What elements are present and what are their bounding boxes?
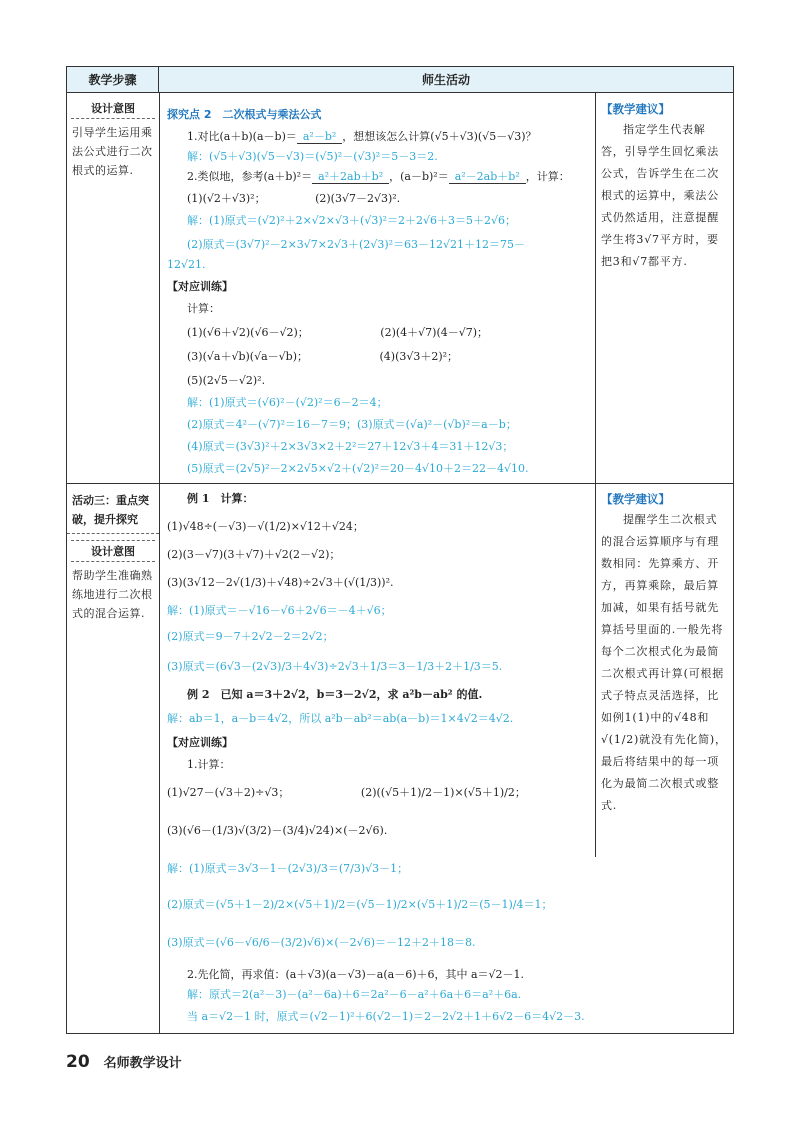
s2-line-2: (2)(3－√7)(3＋√7)＋√2(2－√2)； (167, 548, 341, 561)
s2-training-6: 2.先化简，再求值：(a＋√3)(a－√3)－a(a－6)＋6，其中 a＝√2－1. (187, 968, 525, 981)
section1-intent-text (67, 119, 159, 180)
s1-line-2: 2.类似地，参考(a＋b)²＝ a²＋2ab＋b² ，(a－b)²＝ a²－2ab＋b² ，计算： (187, 170, 570, 183)
intent-line: 引导学生运用乘 (72, 126, 153, 139)
section1-main (159, 93, 595, 483)
s1-line-0: 1.对比(a＋b)(a－b)＝ a²－b² ，想想该怎么计算(√5＋√3)(√5－√3)？ (187, 130, 537, 143)
book-title: 名师教学设计 (103, 1056, 182, 1071)
s2-line-7: 例 2 已知 a＝3＋2√2，b＝3－2√2，求 a²b－ab² 的值. (187, 688, 483, 701)
s1-line-3: (1)(√2＋√3)²； (2)(3√7－2√3)². (187, 192, 401, 205)
s1-line-4: 解：(1)原式＝(√2)²＋2×√2×√3＋(√3)²＝2＋2√6＋3＝5＋2√6； (187, 214, 517, 227)
lesson-table (66, 66, 734, 1034)
s1-training-title: 【对应训练】 (167, 280, 233, 293)
s1-line-6: 12√21. (167, 258, 206, 271)
section2-intent-title: 设计意图 (71, 540, 155, 562)
intent-line: 练地进行二次根 (72, 588, 153, 601)
s2-training-4: (2)原式＝(√5＋1－2)/2×(√5＋1)/2＝(√5－1)/2×(√5＋1)/2＝(5－1)/4＝1； (167, 898, 553, 911)
section1-suggestion (595, 97, 733, 273)
page-footer (66, 1052, 182, 1072)
intent-line: 式的混合运算. (72, 607, 145, 620)
section2-intent-text (67, 562, 159, 623)
s2-line-1: (1)√48÷(－√3)－√(1/2)×√12＋√24； (167, 520, 364, 533)
section1-intent-title: 设计意图 (71, 97, 155, 119)
s2-line-6: (3)原式＝(6√3－(2√3)/3＋4√3)÷2√3＋1/3＝3－1/3＋2＋1/3＝5. (167, 660, 503, 673)
section2-suggestion-text: 提醒学生二次根式的混合运算顺序与有理数相同：先算乘方、开方，再算乘除，最后算加减，如果有括号就先算括号里面的.一般先将每个二次根式化为最简二次根式再计算(可根据式子特点灵活选择，比如例1(1)中的√48和√(1/2)就没有先化简)，最后将结果中的每一项化为最简二次根式或整式. (601, 513, 727, 812)
s2-training-5: (3)原式＝(√6－√6/6－(3/2)√6)×(－2√6)＝－12＋2＋18＝8. (167, 936, 476, 949)
section1-suggestion-text: 指定学生代表解答，引导学生回忆乘法公式，告诉学生在二次根式的运算中，乘法公式仍然适用，注意提醒学生将3√7平方时，要把3和√7都平方. (601, 123, 719, 268)
s2-line-0: 例 1 计算： (187, 492, 254, 505)
s2-line-8: 解：ab＝1，a－b＝4√2，所以 a²b－ab²＝ab(a－b)＝1×4√2＝4√2. (167, 712, 514, 725)
s2-training-7: 解：原式＝2(a²－3)－(a²－6a)＋6＝2a²－6－a²＋6a＋6＝a²＋6a. (187, 988, 522, 1001)
s2-training-title: 【对应训练】 (167, 736, 233, 749)
s2-training-1: (1)√27－(√3＋2)÷√3； (2)((√5＋1)/2－1)×(√5＋1)/2； (167, 786, 526, 799)
section2-left (67, 487, 159, 623)
intent-line: 法公式进行二次 (72, 145, 153, 158)
section2-suggestion-title: 【教学建议】 (601, 492, 670, 506)
intent-line: 帮助学生准确熟 (72, 569, 153, 582)
s1-training-1: (1)(√6＋√2)(√6－√2)； (2)(4＋√7)(4－√7)； (187, 326, 489, 339)
s1-training-3: (5)(2√5－√2)². (187, 374, 266, 387)
section1-suggestion-title: 【教学建议】 (601, 102, 670, 116)
s2-training-8: 当 a＝√2－1 时，原式＝(√2－1)²＋6(√2－1)＝2－2√2＋1＋6√2－6＝4√2－3. (187, 1010, 585, 1023)
section2-main (159, 483, 595, 1033)
s2-line-4: 解：(1)原式＝－√16－√6＋2√6＝－4＋√6； (167, 604, 392, 617)
page-number: 20 (66, 1052, 90, 1072)
s2-line-3: (3)(3√12－2√(1/3)＋√48)÷2√3＋(√(1/3))². (167, 576, 394, 589)
section2-activity-title: 活动三：重点突破，提升探究 (67, 487, 159, 534)
s1-training-2: (3)(√a＋√b)(√a－√b)； (4)(3√3＋2)²； (187, 350, 459, 363)
header-teaching-steps: 教学步骤 (67, 67, 159, 93)
header-activities: 师生活动 (159, 67, 733, 93)
s1-line-5: (2)原式＝(3√7)²－2×3√7×2√3＋(2√3)²＝63－12√21＋12＝75－ (187, 238, 526, 251)
s1-training-4: 解：(1)原式＝(√6)²－(√2)²＝6－2＝4； (187, 396, 388, 409)
s1-training-0: 计算： (187, 302, 220, 315)
section1-left (67, 97, 159, 180)
s2-line-5: (2)原式＝9－7＋2√2－2＝2√2； (167, 630, 334, 643)
s2-training-3: 解：(1)原式＝3√3－1－(2√3)/3＝(7/3)√3－1； (167, 862, 409, 875)
section1-title: 探究点 2 二次根式与乘法公式 (167, 108, 322, 121)
section2-suggestion (595, 487, 733, 817)
s2-training-0: 1.计算： (187, 758, 231, 771)
s1-line-1: 解：(√5＋√3)(√5－√3)＝(√5)²－(√3)²＝5－3＝2. (187, 150, 438, 163)
s1-training-5: (2)原式＝4²－(√7)²＝16－7＝9；(3)原式＝(√a)²－(√b)²＝a－b； (187, 418, 517, 431)
s1-training-7: (5)原式＝(2√5)²－2×2√5×√2＋(√2)²＝20－4√10＋2＝22－4√10. (187, 462, 529, 475)
s1-training-6: (4)原式＝(3√3)²＋2×3√3×2＋2²＝27＋12√3＋4＝31＋12√3； (187, 440, 514, 453)
s2-training-2: (3)(√6－(1/3)√(3/2)－(3/4)√24)×(－2√6). (167, 824, 388, 837)
intent-line: 根式的运算. (72, 164, 134, 177)
